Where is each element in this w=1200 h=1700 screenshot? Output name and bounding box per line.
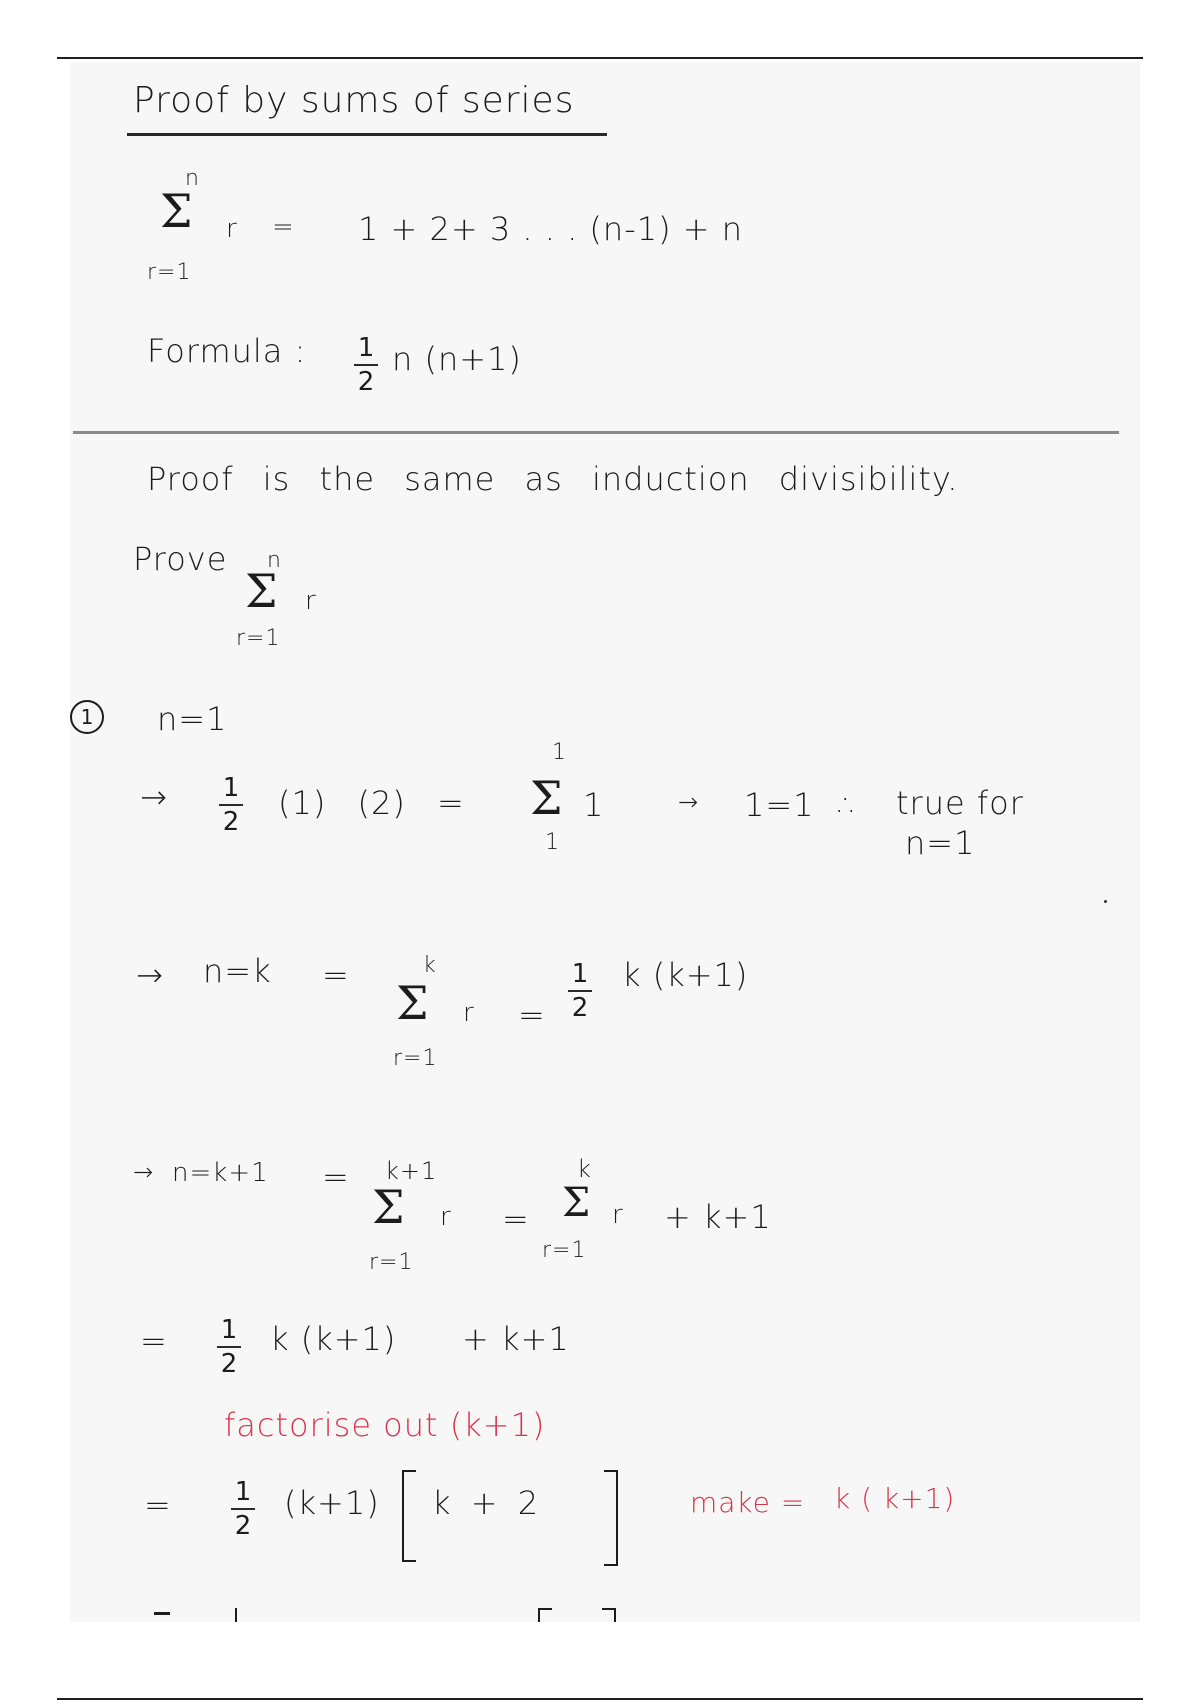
notes-sheet xyxy=(70,62,1140,1622)
k-fraction: 1 2 xyxy=(568,960,592,1022)
base-substitution: (1) (2) = xyxy=(278,784,465,822)
right-bracket xyxy=(604,1470,618,1566)
cutoff-stroke xyxy=(235,1608,237,1622)
assume-case-label: n=k xyxy=(203,952,272,990)
cutoff-stroke xyxy=(154,1612,170,1615)
line5-inner: k + 2 xyxy=(432,1484,540,1522)
proof-note: Proof is the same as induction divisibility. xyxy=(147,460,959,498)
base-sigma-lower: 1 xyxy=(545,830,560,855)
title-underline xyxy=(127,133,607,136)
base-case-label: n=1 xyxy=(157,700,228,738)
make-target-expression: k ( k+1) xyxy=(834,1482,956,1515)
cutoff-stroke xyxy=(538,1608,540,1622)
cutoff-stroke xyxy=(538,1608,552,1610)
equals-sign: = xyxy=(518,996,546,1034)
k1-tail: + k+1 xyxy=(664,1198,772,1236)
fraction-numerator: 1 xyxy=(357,333,375,363)
equals-sign: = xyxy=(322,956,350,994)
make-annotation: make = xyxy=(690,1486,806,1519)
line5-factor: (k+1) xyxy=(284,1484,380,1522)
arrow-icon: → xyxy=(140,778,168,816)
section-divider xyxy=(73,431,1119,434)
true-for-text: true for xyxy=(896,784,1024,822)
base-sigma-upper: 1 xyxy=(552,740,567,765)
left-bracket xyxy=(402,1470,416,1562)
equals-sign: = xyxy=(322,1158,350,1196)
sigma-upper-limit: n xyxy=(185,166,200,191)
k1-case-label: n=k+1 xyxy=(172,1158,269,1188)
arrow-icon: → xyxy=(133,1158,155,1186)
therefore-icon: ∴ xyxy=(838,786,860,824)
page-top-rule xyxy=(57,57,1143,59)
prove-sigma-lower: r=1 xyxy=(236,626,281,651)
fraction-denominator: 2 xyxy=(357,367,375,397)
cutoff-stroke xyxy=(614,1608,616,1622)
page-title: Proof by sums of series xyxy=(133,80,575,121)
k1-split-sigma-variable: r xyxy=(612,1200,624,1230)
arrow-icon: → xyxy=(678,788,700,816)
step-number-marker: 1 xyxy=(70,700,104,734)
sigma-variable: r xyxy=(226,214,238,244)
formula-expression: n (n+1) xyxy=(392,340,522,378)
base-sigma-term: 1 xyxy=(583,786,605,824)
line5-fraction: 1 2 xyxy=(231,1478,255,1540)
base-sigma-symbol: Σ xyxy=(530,771,564,825)
k-expression: k (k+1) xyxy=(622,956,749,994)
k-sigma-variable: r xyxy=(463,998,475,1028)
cutoff-next-line xyxy=(140,1608,640,1622)
line4-tail: + k+1 xyxy=(462,1320,570,1358)
prove-label: Prove xyxy=(133,540,228,578)
fraction-half xyxy=(354,334,378,396)
base-fraction: 1 2 xyxy=(219,774,243,836)
equals-sign: = xyxy=(144,1486,172,1524)
formula-label: Formula : xyxy=(147,332,307,370)
line4-expression: k (k+1) xyxy=(270,1320,397,1358)
k1-sigma-variable: r xyxy=(440,1202,452,1232)
equals-sign: = xyxy=(140,1322,168,1360)
sigma-lower-limit: r=1 xyxy=(147,260,192,285)
line4-fraction: 1 2 xyxy=(217,1316,241,1378)
k1-sigma-lower: r=1 xyxy=(369,1250,414,1275)
arrow-icon: → xyxy=(136,956,164,994)
equals-sign: = xyxy=(272,212,295,242)
prove-sigma-variable: r xyxy=(305,586,317,616)
prove-sigma-upper: n xyxy=(267,548,282,573)
sigma-symbol: Σ xyxy=(160,184,194,238)
k-sigma-upper: k xyxy=(423,953,437,978)
series-expansion: 1 + 2+ 3 . . . (n-1) + n xyxy=(358,210,744,248)
k-sigma-symbol: Σ xyxy=(396,976,430,1030)
k1-split-sigma-symbol: Σ xyxy=(562,1180,592,1226)
k-sigma-lower: r=1 xyxy=(393,1046,438,1071)
k1-split-sigma-upper: k xyxy=(577,1155,592,1183)
k1-sigma-upper: k+1 xyxy=(385,1157,438,1185)
equals-sign: = xyxy=(502,1200,530,1238)
fraction-bar xyxy=(354,364,378,366)
k1-sigma-symbol: Σ xyxy=(372,1180,406,1234)
true-for-case: n=1 xyxy=(905,824,976,862)
factorise-annotation: factorise out (k+1) xyxy=(224,1406,546,1444)
base-result: 1=1 xyxy=(744,786,815,824)
stray-dot xyxy=(1104,900,1107,903)
k1-split-sigma-lower: r=1 xyxy=(542,1238,587,1263)
prove-sigma-symbol: Σ xyxy=(245,564,279,618)
